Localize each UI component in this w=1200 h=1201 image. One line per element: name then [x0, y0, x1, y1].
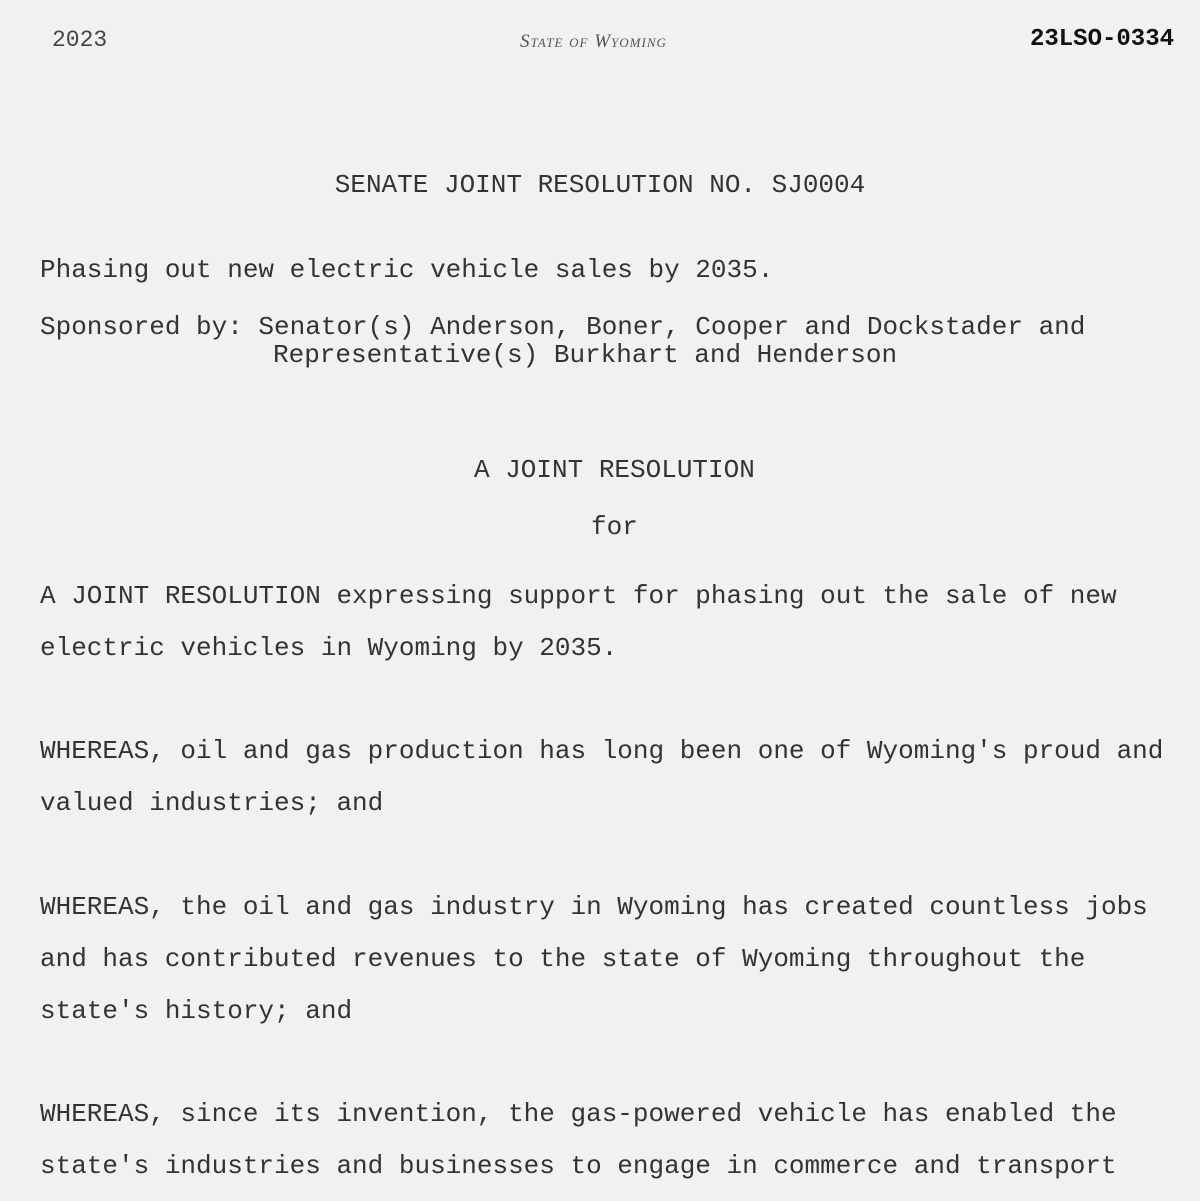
intro-line-1: A JOINT RESOLUTION expressing support for phasing out the sale of new [40, 581, 1117, 611]
whereas-2-line-1: WHEREAS, the oil and gas industry in Wyoming has created countless jobs [40, 892, 1148, 922]
whereas-2-line-3: state's history; and [40, 996, 353, 1026]
header-year: 2023 [52, 27, 108, 53]
resolution-heading-for: for [591, 512, 638, 542]
whereas-1-line-1: WHEREAS, oil and gas production has long been one of Wyoming's proud and [40, 736, 1164, 766]
whereas-3-line-2: state's industries and businesses to engage in commerce and transport [40, 1151, 1117, 1181]
intro-line-2: electric vehicles in Wyoming by 2035. [40, 633, 618, 663]
sponsors-line-1: Sponsored by: Senator(s) Anderson, Boner, Cooper and Dockstader and [40, 312, 1086, 342]
whereas-1-line-2: valued industries; and [40, 788, 384, 818]
whereas-3-line-1: WHEREAS, since its invention, the gas-powered vehicle has enabled the [40, 1099, 1117, 1129]
resolution-short-title: Phasing out new electric vehicle sales by 2035. [40, 255, 774, 285]
header-state: State of Wyoming [520, 31, 667, 52]
resolution-heading: A JOINT RESOLUTION [474, 455, 755, 485]
whereas-2-line-2: and has contributed revenues to the state of Wyoming throughout the [40, 944, 1086, 974]
sponsors-line-2: Representative(s) Burkhart and Henderson [273, 340, 898, 370]
header-document-id: 23LSO-0334 [1029, 26, 1174, 53]
resolution-number-title: SENATE JOINT RESOLUTION NO. SJ0004 [334, 170, 866, 200]
